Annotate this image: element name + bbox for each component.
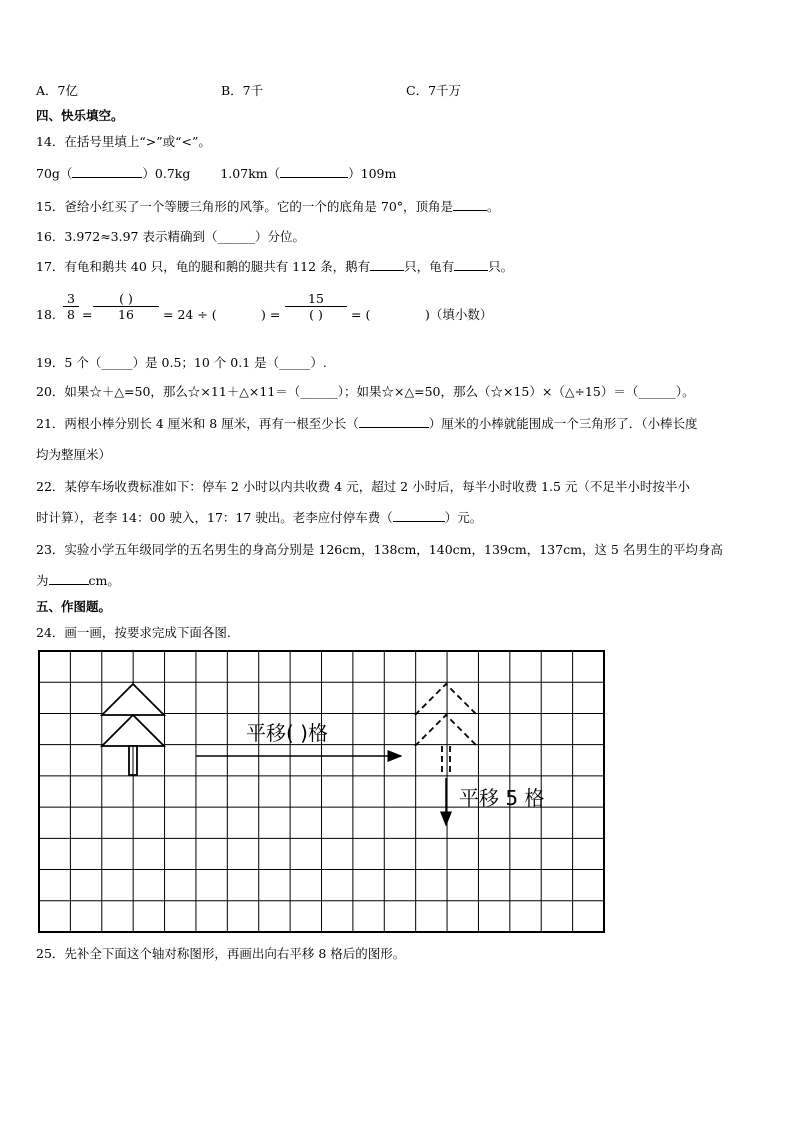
tree-translated [415, 684, 477, 775]
question-23-line-1: 23．实验小学五年级同学的五名男生的身高分别是 126cm，138cm，140cm，139cm，137cm，这 5 名男生的平均身高 [36, 542, 723, 557]
q18-f2-num: ( ) [93, 291, 159, 307]
q18-close2: )（填小数） [425, 307, 493, 322]
choice-a: A．7亿 [36, 83, 78, 98]
q18-eq1: = [82, 307, 93, 322]
tree-bottom-triangle [102, 715, 164, 746]
question-19: 19．5 个（_____）是 0.5；10 个 0.1 是（_____）. [36, 355, 327, 370]
q18-f3-den: ( ) [309, 307, 323, 322]
q18-f1-den: 8 [67, 307, 75, 322]
q18-f1-num: 3 [63, 291, 79, 307]
q14-left-a: 70g（ [36, 166, 73, 181]
question-21-line-2: 均为整厘米） [36, 447, 112, 462]
tree-original [102, 684, 164, 775]
question-20: 20．如果☆＋△=50，那么☆×11＋△×11＝（______）；如果☆×△=50，那么（☆×15）×（△÷15）＝（______）。 [36, 384, 695, 399]
choice-b: B．7千 [221, 83, 264, 98]
section-5-title: 五、作图题。 [36, 599, 112, 614]
q18-f3-num: 15 [285, 291, 347, 307]
q15-text: 15．爸给小红买了一个等腰三角形的风筝。它的一个的底角是 70°，顶角是 [36, 199, 454, 214]
dashed-tree-top [415, 684, 477, 715]
question-22-line-1: 22．某停车场收费标准如下：停车 2 小时以内共收费 4 元，超过 2 小时后，每半小时收费 1.5 元（不足半小时按半小 [36, 479, 690, 494]
choice-c: C．7千万 [406, 83, 462, 98]
q17-text-3: 只。 [488, 259, 514, 274]
question-16: 16．3.972≈3.97 表示精确到（______）分位。 [36, 229, 305, 244]
q23-text-1: 为 [36, 573, 49, 588]
q14-left-b: 1.07km（ [220, 166, 281, 181]
dashed-tree-bottom [415, 715, 477, 746]
q21-text-1: 21．两根小棒分别长 4 厘米和 8 厘米，再有一根至少长（ [36, 416, 359, 431]
q18-eq3: = ( [351, 307, 371, 322]
q14-right-a: ）0.7kg [142, 166, 191, 181]
q18-eq2: = 24 ÷ ( [163, 307, 217, 322]
question-24: 24．画一画，按要求完成下面各图. [36, 625, 231, 640]
translate-down-label: 平移 5 格 [459, 786, 545, 810]
q22-text-2: ）元。 [444, 510, 483, 525]
section-4-title: 四、快乐填空。 [36, 108, 124, 123]
question-14: 14．在括号里填上“>”或“<”。 [36, 134, 211, 149]
q17-text-1: 17．有龟和鹅共 40 只，龟的腿和鹅的腿共有 112 条，鹅有 [36, 259, 371, 274]
q18-close1: ) = [261, 307, 281, 322]
translate-right-label: 平移( )格 [246, 721, 328, 745]
q17-text-2: 只，龟有 [404, 259, 455, 274]
q18-label: 18. [36, 307, 56, 322]
q22-text-1: 时计算），老李 14：00 驶入，17：17 驶出。老李应付停车费（ [36, 510, 393, 525]
q18-f2-den: 16 [118, 307, 134, 322]
tree-top-triangle [102, 684, 164, 715]
q23-text-2: cm。 [88, 573, 120, 588]
question-25: 25．先补全下面这个轴对称图形，再画出向右平移 8 格后的图形。 [36, 946, 406, 961]
q15-end: 。 [487, 199, 500, 214]
q21-text-2: ）厘米的小棒就能围成一个三角形了．（小棒长度 [428, 416, 698, 431]
q14-right-b: ）109m [348, 166, 397, 181]
